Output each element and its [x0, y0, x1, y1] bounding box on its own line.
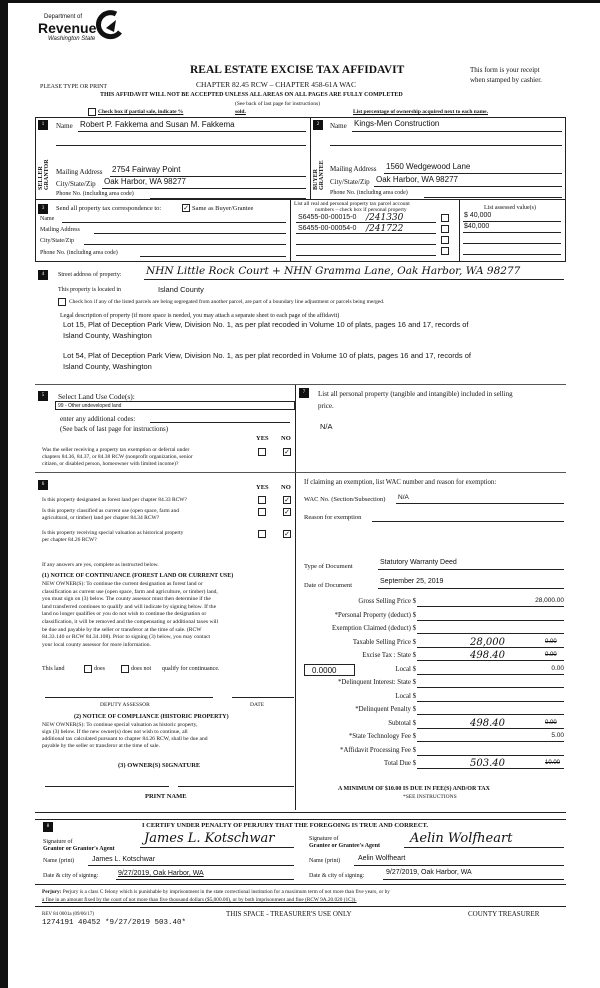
land-use-select[interactable]: [55, 401, 295, 410]
section-number: 1: [38, 120, 48, 130]
section-number: 4: [38, 270, 48, 280]
perjury-notice: Perjury: Perjury is a class C felony which is punishable by imprisonment in the state correctional institution for a maximum term of not more than five years, or by a fine in an amount fixed by the court of not more than five thousand dollars ($5,000.00), or by both imprisonment and fine (RCW 9A.20.020 (1C)).: [42, 889, 390, 903]
tax-row-label: *Delinquent Interest: State $: [338, 679, 416, 686]
street-address-field[interactable]: NHN Little Rock Court + NHN Gramma Lane, Oak Harbor, WA 98277: [146, 265, 521, 277]
question: Is this property receiving special valuation as historical property: [42, 530, 184, 536]
land-use-value: 99 - Other undeveloped land: [58, 403, 122, 409]
label: List all personal property (tangible and intangible) included in selling: [318, 390, 513, 398]
section-number: 6: [38, 480, 48, 490]
segregated-checkbox[interactable]: [58, 298, 66, 306]
assessor-date[interactable]: [232, 697, 294, 698]
legal-description[interactable]: Island County, Washington: [63, 331, 152, 340]
tax-row-value: 5.00: [551, 732, 564, 739]
forest-no-checkbox[interactable]: ✓: [284, 496, 290, 504]
exemption-reason-field[interactable]: [372, 521, 564, 522]
tax-row-label: *Affidavit Processing Fee $: [340, 746, 416, 754]
tax-row-label: Exemption Claimed (deduct) $: [332, 625, 416, 632]
label: Mailing Address: [330, 165, 377, 173]
notice-compliance-text: NEW OWNER(S): To continue special valuation as historic property, sign (3) below. If the new owner(s) does not wish to continue, all additional tax calculated pursuant to chapter 84.26 RCW, shall be due and payable by the seller or transferor at the time of sale.: [42, 722, 208, 749]
treasurer-stamp: 1274191 40452 *9/27/2019 503.40*: [42, 919, 187, 927]
tax-row-label: Subtotal $: [388, 719, 416, 727]
historic-no-checkbox[interactable]: ✓: [284, 530, 290, 538]
exemption-yes-checkbox[interactable]: [258, 448, 266, 456]
minimum-note: A MINIMUM OF $10.00 IS DUE IN FEE(S) AND/OR TAX: [338, 786, 490, 792]
label: Date & city of signing:: [309, 873, 365, 879]
yes-header: YES: [256, 484, 269, 491]
personal-property-checkbox[interactable]: [441, 225, 449, 233]
assessed-header: List assessed value(s): [484, 205, 536, 211]
buyer-city-field[interactable]: Oak Harbor, WA 98277: [376, 175, 458, 184]
owner-signature-field[interactable]: [178, 786, 294, 787]
buyer-section: [310, 117, 566, 200]
label: Name: [330, 122, 347, 130]
additional-codes-field[interactable]: [150, 422, 290, 423]
label: Grantor or Grantor's Agent: [43, 846, 115, 852]
grantor-name-field[interactable]: James L. Kotschwar: [92, 856, 156, 863]
tax-row-field[interactable]: [417, 714, 564, 715]
tax-row-field[interactable]: [417, 741, 564, 742]
label: Reason for exemption: [304, 514, 362, 521]
corr-city-field[interactable]: [84, 244, 286, 245]
buyer-address-field[interactable]: 1560 Wedgewood Lane: [386, 162, 471, 171]
tax-row-struck-value: 0.00: [545, 719, 557, 726]
treasurer-use: THIS SPACE - TREASURER'S USE ONLY: [226, 910, 352, 918]
does-not-checkbox[interactable]: [121, 665, 129, 673]
same-as-buyer-checkbox[interactable]: ✓: [183, 204, 189, 212]
label: DEPUTY ASSESSOR: [100, 702, 150, 708]
corr-phone-field[interactable]: [140, 256, 286, 257]
local-rate-value: 0.0000: [312, 666, 337, 675]
parcel-number[interactable]: S6455-00-00015-0: [298, 214, 357, 221]
question: Was the seller receiving a property tax exemption or deferral under: [42, 447, 190, 453]
sold-label: sold.: [235, 109, 246, 115]
tax-row-handwritten: 503.40: [470, 758, 505, 769]
historic-yes-checkbox[interactable]: [258, 530, 266, 538]
question: Is this property designated as forest land per chapter 84.33 RCW?: [42, 497, 187, 503]
label: qualify for continuance.: [162, 666, 220, 672]
grantee-name-field[interactable]: Aelin Wolfheart: [358, 855, 406, 862]
assessed-value[interactable]: $40,000: [464, 223, 490, 230]
tax-row-struck-value: 0.00: [545, 638, 557, 645]
label: Street address of property:: [58, 272, 122, 278]
tax-row-label: Total Due $: [384, 760, 416, 767]
label: does not: [131, 666, 152, 672]
tax-row-value: 28,000.00: [535, 597, 564, 604]
corr-address-field[interactable]: [94, 233, 286, 234]
seller-city-field[interactable]: Oak Harbor, WA 98277: [104, 177, 186, 186]
notice-continuance-text: NEW OWNER(S): To continue the current designation as forest land or classification as current use (open space, farm and agriculture, or timber) land, you must sign on (3) below. The county assessor must then determine if the land transferred continues to qualify and will indicate by signing below. If the land no longer qualifies or you do not wish to continue the designation or classification, it will be removed and the compensating or additional taxes will be due and payable by the seller or transferor at the time of sale. (RCW 84.33.140 or RCW 84.34.108). Prior to signing (3) below, you may contact your local county assessor for more information.: [42, 581, 219, 648]
label: price.: [318, 402, 334, 410]
section-number: 8: [43, 822, 53, 832]
instruction: If any answers are yes, complete as instructed below.: [42, 562, 159, 568]
question: chapters 84.36, 84.37, or 84.38 RCW (nonprofit organization, senior: [42, 454, 193, 460]
corr-name-field[interactable]: [62, 222, 286, 223]
type-or-print: PLEASE TYPE OR PRINT: [40, 84, 108, 90]
label: Select Land Use Code(s):: [58, 392, 135, 401]
label: (See back of last page for instructions): [60, 425, 169, 433]
document-date-field[interactable]: September 25, 2019: [380, 578, 444, 585]
question: Is this property classified as current use (open space, farm and: [42, 508, 179, 514]
label: Name: [40, 216, 55, 222]
tax-row-label: Local $: [395, 692, 416, 700]
tax-row-label: Excise Tax : State $: [362, 652, 416, 659]
grantor-date-field[interactable]: 9/27/2019, Oak Harbor, WA: [118, 870, 204, 877]
current-use-no-checkbox[interactable]: ✓: [284, 508, 290, 516]
label: Check box if any of the listed parcels are being segregated from another parcel, are part of a boundary line adjustment or parcels being merged.: [69, 299, 385, 305]
label: enter any additional codes:: [60, 415, 136, 423]
see-instructions: *SEE INSTRUCTIONS: [403, 794, 457, 800]
buyer-name-field[interactable]: Kings-Men Construction: [354, 119, 440, 128]
tax-row-field[interactable]: [417, 606, 564, 607]
label: City/State/Zip: [56, 180, 96, 188]
warning: THIS AFFIDAVIT WILL NOT BE ACCEPTED UNLESS ALL AREAS ON ALL PAGES ARE FULLY COMPLETED: [100, 92, 403, 98]
document-type-field[interactable]: Statutory Warranty Deed: [380, 559, 457, 566]
section-number: 3: [38, 204, 48, 214]
personal-property-field[interactable]: N/A: [320, 422, 333, 431]
personal-property-checkbox[interactable]: [441, 214, 449, 222]
logo-dept: Department of: [44, 14, 83, 20]
label: Grantee or Grantee's Agent: [309, 843, 381, 849]
label: Phone No. (including area code): [56, 191, 134, 197]
forest-yes-checkbox[interactable]: [258, 496, 266, 504]
deputy-assessor-signature[interactable]: [45, 697, 213, 698]
tax-row-label: *State Technology Fee $: [348, 733, 416, 740]
seller-side-label: SELLER GRANTOR: [38, 159, 50, 190]
scan-edge-top: [0, 0, 600, 3]
receipt-note-2: when stamped by cashier.: [470, 76, 542, 84]
notice-title: (2) NOTICE OF COMPLIANCE (HISTORIC PROPERTY): [74, 714, 229, 720]
label: Mailing Address: [56, 168, 103, 176]
tax-row-label: *Personal Property (deduct) $: [334, 611, 416, 619]
parcel-number[interactable]: S6455-00-00054-0: [298, 225, 357, 232]
wac-field[interactable]: N/A: [398, 494, 409, 501]
legal-description[interactable]: Island County, Washington: [63, 362, 152, 371]
parcel-header: List all real and personal property tax parcel account: [294, 201, 410, 207]
label: WAC No. (Section/Subsection): [304, 496, 386, 503]
question: citizen, or disabled person, homeowner with limited income)?: [42, 461, 179, 467]
tax-row-label: Taxable Selling Price $: [352, 638, 416, 646]
logo-revenue: Revenue: [38, 20, 97, 36]
label: City/State/Zip: [40, 238, 74, 244]
label: Legal description of property (if more space is needed, you may attach a separate sheet to each page of the affidavit): [60, 313, 340, 319]
tax-row-handwritten: 28,000: [470, 636, 505, 648]
does-checkbox[interactable]: [84, 665, 92, 673]
tax-row-label: Local $: [395, 665, 416, 673]
certification: I CERTIFY UNDER PENALTY OF PERJURY THAT THE FOREGOING IS TRUE AND CORRECT.: [142, 822, 429, 829]
label: Date & city of signing:: [43, 873, 99, 879]
parcel-header: numbers – check box if personal property: [315, 207, 407, 213]
tax-row-struck-value: 10.00: [545, 760, 561, 766]
exemption-no-checkbox[interactable]: ✓: [284, 448, 290, 456]
owner-signature-field[interactable]: [45, 786, 169, 787]
tax-row-field[interactable]: [417, 701, 564, 702]
label: If claiming an exemption, list WAC number and reason for exemption:: [304, 479, 497, 486]
tax-row-field[interactable]: [417, 620, 564, 621]
tax-row-field[interactable]: [417, 755, 564, 756]
current-use-yes-checkbox[interactable]: [258, 508, 266, 516]
logo-mark-icon: [94, 10, 124, 40]
see-back: (See back of last page for instructions): [235, 101, 320, 107]
ownership-note: List percentage of ownership acquired next to each name.: [353, 109, 488, 115]
county-treasurer: COUNTY TREASURER: [468, 910, 540, 918]
tax-row-field[interactable]: [417, 633, 564, 634]
tax-row-label: *Delinquent Penalty $: [355, 706, 416, 713]
tax-row-label: Gross Selling Price $: [358, 598, 416, 605]
section-number: 2: [313, 120, 323, 130]
tax-row-value: 0.00: [551, 664, 564, 672]
label: Date of Document: [304, 582, 353, 589]
assessed-value[interactable]: $ 40,000: [464, 212, 492, 219]
parcel-handwritten: /241330: [366, 213, 404, 223]
personal-property-checkbox[interactable]: [441, 247, 449, 255]
legal-description[interactable]: Lot 54, Plat of Deception Park View, Division No. 1, as per plat recorded in Volume 10 of plats, pages 16 and 17, records of: [63, 351, 472, 360]
question: agricultural, or timber) land per chapter 84.34 RCW?: [42, 515, 160, 521]
section-number: 5: [38, 391, 48, 401]
partial-sale-checkbox[interactable]: [88, 108, 96, 116]
label: Signature of: [309, 836, 339, 842]
grantee-signature[interactable]: Aelin Wolfheart: [410, 831, 513, 846]
no-header: NO: [281, 484, 291, 491]
form-revision: REV 84 0001a (09/06/17): [42, 912, 94, 917]
label: Type of Document: [304, 563, 353, 570]
grantor-signature[interactable]: James L. Kotschwar: [144, 831, 275, 846]
yes-header: YES: [256, 435, 269, 442]
legal-description[interactable]: Lot 15, Plat of Deception Park View, Division No. 1, as per plat recoded in Volume 10 of plats, pages 16 and 17, records of: [63, 320, 469, 329]
label: City/State/Zip: [330, 178, 370, 186]
section-number: 7: [299, 388, 309, 398]
partial-sale-label: Check box if partial sale, indicate %: [98, 109, 184, 115]
label: Phone No. (including area code): [330, 190, 408, 196]
label: Signature of: [43, 839, 73, 845]
label: Phone No. (including area code): [40, 250, 118, 256]
label: (3) OWNER(S) SIGNATURE: [118, 762, 201, 769]
scan-edge: [0, 0, 8, 988]
seller-name-field[interactable]: Robert P. Fakkema and Susan M. Fakkema: [80, 120, 235, 129]
chapter: CHAPTER 82.45 RCW – CHAPTER 458-61A WAC: [196, 80, 356, 89]
label: does: [94, 666, 105, 672]
buyer-side-label: BUYER GRANTEE: [313, 160, 325, 190]
tax-row-handwritten: 498.40: [470, 650, 505, 661]
label: Name (print): [309, 858, 341, 864]
label: Name (print): [43, 858, 75, 864]
label: This property is located in: [58, 287, 121, 293]
no-header: NO: [281, 435, 291, 442]
logo-state: Washington State: [48, 36, 96, 42]
notice-title: (1) NOTICE OF CONTINUANCE (FOREST LAND OR CURRENT USE): [42, 573, 234, 579]
tax-row-field[interactable]: [417, 674, 564, 675]
tax-row-field[interactable]: [417, 687, 564, 688]
label: DATE: [250, 702, 265, 708]
county-field[interactable]: Island County: [158, 285, 204, 294]
tax-row-struck-value: 0.00: [545, 652, 557, 658]
seller-address-field[interactable]: 2754 Fairway Point: [112, 165, 181, 174]
label: Name: [56, 122, 73, 130]
grantee-date-field[interactable]: 9/27/2019, Oak Harbor, WA: [386, 869, 472, 876]
personal-property-checkbox[interactable]: [441, 236, 449, 244]
receipt-note-1: This form is your receipt: [470, 66, 540, 74]
label: Send all property tax correspondence to:: [56, 205, 162, 212]
label: Same as Buyer/Grantee: [192, 205, 254, 212]
parcel-handwritten: /241722: [366, 224, 404, 234]
label: This land: [42, 666, 65, 672]
tax-row-handwritten: 498.40: [470, 717, 505, 729]
form-title: REAL ESTATE EXCISE TAX AFFIDAVIT: [190, 64, 405, 76]
label: Mailing Address: [40, 227, 80, 233]
question: per chapter 84.26 RCW?: [42, 537, 97, 543]
label: PRINT NAME: [145, 793, 187, 800]
